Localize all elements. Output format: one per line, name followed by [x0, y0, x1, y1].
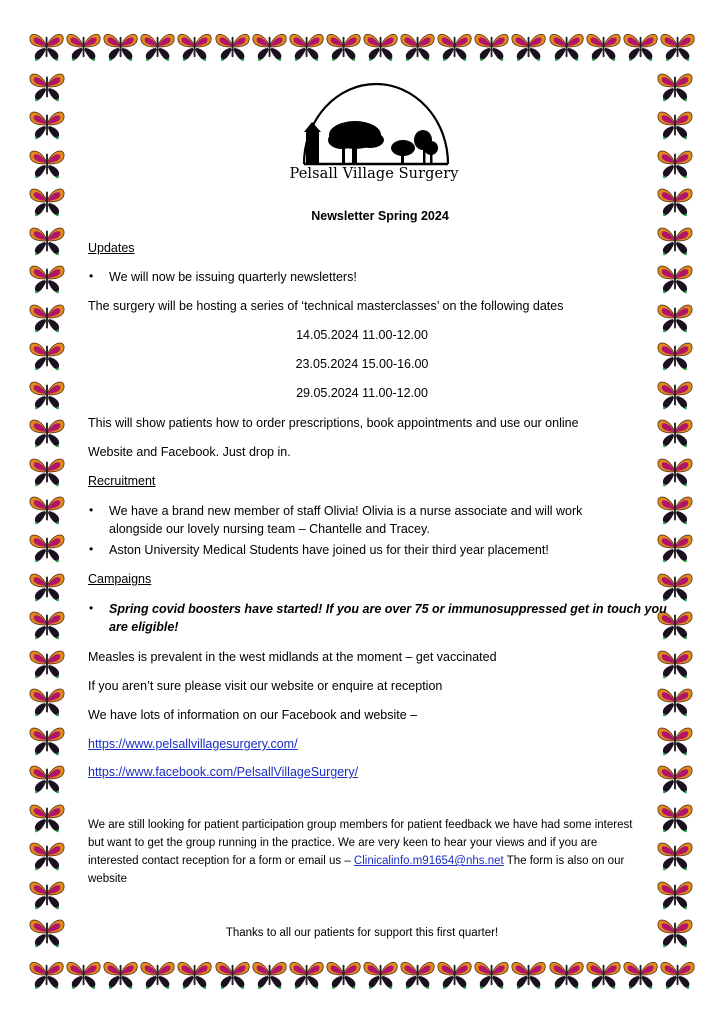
butterfly-icon: [362, 30, 399, 64]
butterfly-icon: [656, 762, 694, 796]
measles-text: Measles is prevalent in the west midlands at the moment – get vaccinated: [88, 650, 497, 664]
butterfly-icon: [214, 30, 251, 64]
butterfly-icon: [585, 30, 622, 64]
butterfly-icon: [622, 958, 659, 992]
butterfly-icon: [656, 70, 694, 104]
butterfly-icon: [28, 647, 66, 681]
butterfly-icon: [656, 685, 694, 719]
butterfly-icon: [28, 262, 66, 296]
masterclass-description: Website and Facebook. Just drop in.: [88, 445, 291, 459]
butterfly-icon: [28, 108, 66, 142]
butterfly-icon: [28, 416, 66, 450]
butterfly-icon: [548, 958, 585, 992]
masterclass-intro: The surgery will be hosting a series of ‘technical masterclasses’ on the following dates: [88, 299, 564, 313]
butterfly-icon: [656, 801, 694, 835]
butterfly-icon: [28, 70, 66, 104]
butterfly-icon: [102, 958, 139, 992]
campaigns-heading: Campaigns: [88, 572, 152, 586]
butterfly-icon: [656, 647, 694, 681]
ppg-text: but want to get the group running in the practice. We are very keen to hear your views and if you are: [88, 837, 598, 849]
butterfly-icon: [28, 147, 66, 181]
butterfly-icon: [65, 958, 102, 992]
butterfly-icon: [28, 839, 66, 873]
butterfly-icon: [28, 958, 65, 992]
butterfly-icon: [28, 455, 66, 489]
recruitment-heading: Recruitment: [88, 474, 156, 488]
butterfly-icon: [656, 416, 694, 450]
butterfly-icon: [659, 30, 696, 64]
bullet-dot: •: [89, 542, 94, 556]
butterfly-border-top: [28, 30, 696, 64]
butterfly-icon: [656, 493, 694, 527]
butterfly-icon: [28, 724, 66, 758]
butterfly-icon: [510, 958, 547, 992]
campaigns-bullet: Spring covid boosters have started! If you are over 75 or immunosuppressed get in touch you: [109, 602, 667, 616]
thanks-text: Thanks to all our patients for support this first quarter!: [225, 927, 499, 939]
butterfly-icon: [656, 570, 694, 604]
butterfly-icon: [251, 958, 288, 992]
surgery-logo-name: Pelsall Village Surgery: [289, 166, 459, 182]
butterfly-icon: [656, 531, 694, 565]
butterfly-icon: [176, 958, 213, 992]
butterfly-icon: [28, 685, 66, 719]
butterfly-icon: [656, 108, 694, 142]
butterfly-icon: [139, 958, 176, 992]
updates-bullet: We will now be issuing quarterly newsletters!: [109, 270, 357, 284]
butterfly-icon: [656, 724, 694, 758]
butterfly-icon: [436, 30, 473, 64]
butterfly-icon: [176, 30, 213, 64]
butterfly-icon: [28, 30, 65, 64]
butterfly-icon: [656, 147, 694, 181]
butterfly-icon: [585, 958, 622, 992]
butterfly-icon: [288, 30, 325, 64]
bullet-dot: •: [89, 503, 94, 517]
campaigns-bullet: are eligible!: [109, 620, 179, 634]
butterfly-icon: [28, 570, 66, 604]
butterfly-icon: [28, 762, 66, 796]
recruitment-bullet: alongside our lovely nursing team – Chantelle and Tracey.: [109, 522, 430, 536]
email-link[interactable]: Clinicalinfo.m91654@nhs.net: [353, 855, 504, 867]
recruitment-bullet: Aston University Medical Students have joined us for their third year placement!: [109, 543, 549, 557]
butterfly-icon: [325, 958, 362, 992]
masterclass-date: 23.05.2024 15.00-16.00: [295, 357, 429, 371]
newsletter-title: Newsletter Spring 2024: [311, 209, 449, 223]
butterfly-icon: [362, 958, 399, 992]
butterfly-icon: [656, 262, 694, 296]
butterfly-icon: [436, 958, 473, 992]
butterfly-icon: [28, 608, 66, 642]
butterfly-icon: [102, 30, 139, 64]
unsure-text: If you aren’t sure please visit our website or enquire at reception: [88, 679, 443, 693]
ppg-text: [88, 853, 624, 869]
butterfly-icon: [325, 30, 362, 64]
butterfly-icon: [28, 224, 66, 258]
bullet-dot: •: [89, 269, 94, 283]
info-text: We have lots of information on our Facebook and website –: [88, 708, 418, 722]
ppg-text-part: The form is also on our: [506, 855, 625, 867]
ppg-text: We are still looking for patient participation group members for patient feedback we have had some interest: [88, 819, 633, 831]
ppg-text-part: interested contact reception for a form or email us –: [88, 855, 351, 867]
butterfly-icon: [65, 30, 102, 64]
butterfly-icon: [28, 878, 66, 912]
recruitment-bullet: We have a brand new member of staff Olivia! Olivia is a nurse associate and will work: [109, 504, 583, 518]
butterfly-icon: [473, 30, 510, 64]
website-link[interactable]: https://www.pelsallvillagesurgery.com/: [88, 737, 298, 751]
facebook-link[interactable]: https://www.facebook.com/PelsallVillageSurgery/: [88, 765, 359, 779]
updates-heading: Updates: [88, 241, 135, 255]
masterclass-description: This will show patients how to order prescriptions, book appointments and use our online: [88, 416, 579, 430]
bullet-dot: •: [89, 601, 94, 615]
butterfly-icon: [28, 493, 66, 527]
butterfly-icon: [473, 958, 510, 992]
masterclass-date: 14.05.2024 11.00-12.00: [296, 328, 428, 342]
butterfly-icon: [28, 531, 66, 565]
butterfly-icon: [510, 30, 547, 64]
butterfly-border-left: [28, 70, 66, 950]
butterfly-icon: [214, 958, 251, 992]
masterclass-date: 29.05.2024 11.00-12.00: [296, 386, 428, 400]
butterfly-icon: [251, 30, 288, 64]
butterfly-icon: [399, 30, 436, 64]
butterfly-icon: [656, 878, 694, 912]
butterfly-icon: [28, 801, 66, 835]
butterfly-icon: [659, 958, 696, 992]
butterfly-icon: [139, 30, 176, 64]
butterfly-icon: [656, 224, 694, 258]
butterfly-icon: [288, 958, 325, 992]
butterfly-icon: [399, 958, 436, 992]
butterfly-icon: [656, 839, 694, 873]
ppg-text: website: [88, 873, 127, 885]
butterfly-icon: [656, 455, 694, 489]
butterfly-icon: [622, 30, 659, 64]
butterfly-border-right: [656, 70, 694, 950]
butterfly-icon: [548, 30, 585, 64]
butterfly-border-bottom: [28, 958, 696, 992]
